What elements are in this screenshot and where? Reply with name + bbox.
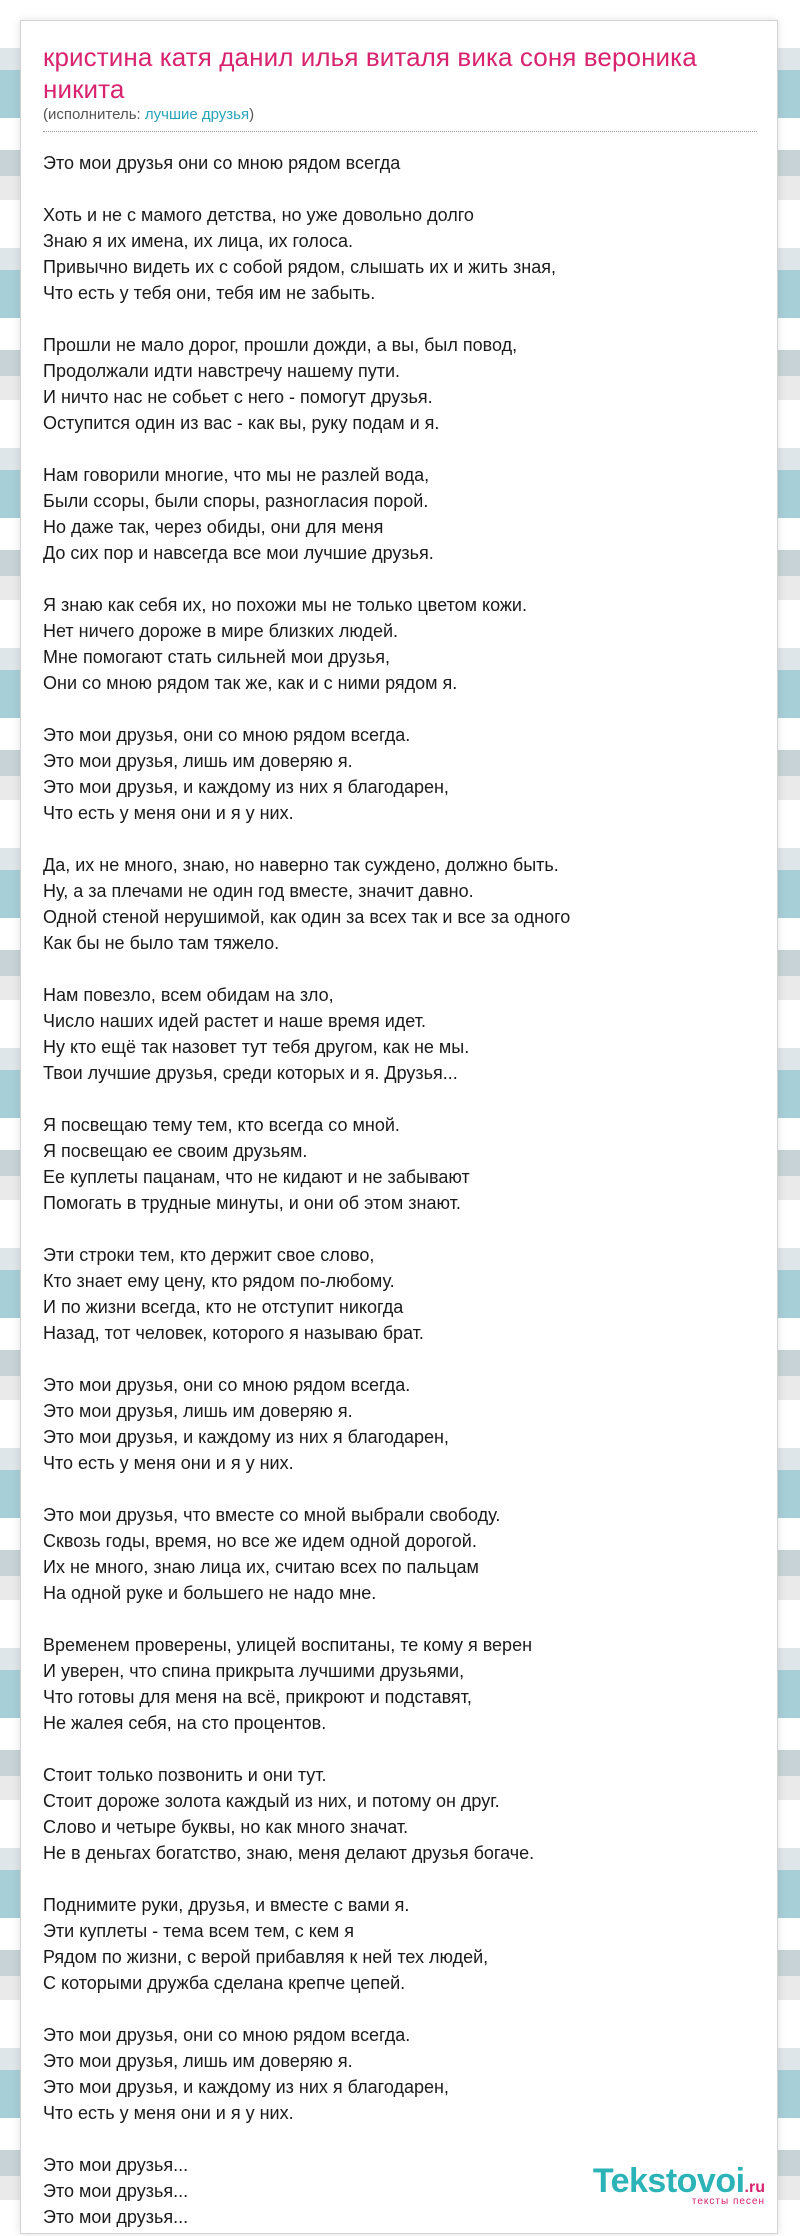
stanza-break bbox=[43, 566, 777, 592]
song-header bbox=[43, 41, 757, 132]
stanza-break bbox=[43, 306, 777, 332]
lyric-line: Это мои друзья... bbox=[43, 2181, 189, 2201]
lyric-line: Продолжали идти навстречу нашему пути. bbox=[43, 361, 401, 381]
stanza-break bbox=[43, 956, 777, 982]
lyric-line: Сквозь годы, время, но все же идем одной дорогой. bbox=[43, 1531, 477, 1551]
lyric-line: Оступится один из вас - как вы, руку подам и я. bbox=[43, 413, 440, 433]
lyric-line: Эти строки тем, кто держит свое слово, bbox=[43, 1245, 375, 1265]
stanza-break bbox=[43, 826, 777, 852]
stanza-break bbox=[43, 1476, 777, 1502]
lyric-line: Это мои друзья, они со мною рядом всегда. bbox=[43, 725, 411, 745]
lyric-line: Кто знает ему цену, кто рядом по-любому. bbox=[43, 1271, 395, 1291]
stanza-break bbox=[43, 696, 777, 722]
lyric-line: Это мои друзья, лишь им доверяю я. bbox=[43, 751, 353, 771]
lyric-line: Они со мною рядом так же, как и с ними рядом я. bbox=[43, 673, 458, 693]
lyric-line: Стоит дороже золота каждый из них, и потому он друг. bbox=[43, 1791, 500, 1811]
lyric-line: Это мои друзья, и каждому из них я благодарен, bbox=[43, 2077, 449, 2097]
lyric-line: Это мои друзья... bbox=[43, 2207, 189, 2227]
lyric-line: Слово и четыре буквы, но как много значат. bbox=[43, 1817, 409, 1837]
stanza-break bbox=[43, 1086, 777, 1112]
logo-text: Tekstovoi bbox=[592, 2162, 745, 2200]
lyric-line: Были ссоры, были споры, разногласия порой. bbox=[43, 491, 429, 511]
stanza-break bbox=[43, 176, 777, 202]
lyric-line: Эти куплеты - тема всем тем, с кем я bbox=[43, 1921, 354, 1941]
stanza-break bbox=[43, 1996, 777, 2022]
lyric-line: Что есть у меня они и я у них. bbox=[43, 2103, 294, 2123]
stanza-break bbox=[43, 1606, 777, 1632]
stanza-break bbox=[43, 1346, 777, 1372]
lyric-line: Я знаю как себя их, но похожи мы не только цветом кожи. bbox=[43, 595, 527, 615]
lyric-line: Временем проверены, улицей воспитаны, те кому я верен bbox=[43, 1635, 533, 1655]
performer-prefix: (исполнитель: bbox=[43, 106, 145, 123]
lyric-line: Это мои друзья, и каждому из них я благодарен, bbox=[43, 777, 449, 797]
lyric-line: И ничто нас не собьет с него - помогут друзья. bbox=[43, 387, 433, 407]
lyric-line: Ну, а за плечами не один год вместе, значит давно. bbox=[43, 881, 474, 901]
lyrics-body bbox=[43, 150, 777, 2230]
lyric-line: Привычно видеть их с собой рядом, слышать их и жить зная, bbox=[43, 257, 556, 277]
lyric-line: С которыми дружба сделана крепче цепей. bbox=[43, 1973, 406, 1993]
lyric-line: Это мои друзья, что вместе со мной выбрали свободу. bbox=[43, 1505, 501, 1525]
lyric-line: Нет ничего дороже в мире близких людей. bbox=[43, 621, 399, 641]
lyric-line: Не жалея себя, на сто процентов. bbox=[43, 1713, 327, 1733]
site-logo[interactable] bbox=[593, 2164, 765, 2207]
performer-line bbox=[43, 105, 757, 125]
lyric-line: Это мои друзья... bbox=[43, 2155, 189, 2175]
lyric-line: На одной руке и большего не надо мне. bbox=[43, 1583, 377, 1603]
lyric-line: Но даже так, через обиды, они для меня bbox=[43, 517, 384, 537]
performer-link[interactable]: лучшие друзья bbox=[144, 106, 250, 123]
lyric-line: Что есть у меня они и я у них. bbox=[43, 1453, 294, 1473]
lyric-line: Помогать в трудные минуты, и они об этом знают. bbox=[43, 1193, 461, 1213]
lyric-line: Поднимите руки, друзья, и вместе с вами я. bbox=[43, 1895, 410, 1915]
lyric-line: Нам говорили многие, что мы не разлей вода, bbox=[43, 465, 430, 485]
lyric-line: Что есть у меня они и я у них. bbox=[43, 803, 294, 823]
lyric-line: Это мои друзья, они со мною рядом всегда. bbox=[43, 1375, 411, 1395]
lyric-line: Что готовы для меня на всё, прикроют и подставят, bbox=[43, 1687, 472, 1707]
stanza-break bbox=[43, 436, 777, 462]
lyric-line: Твои лучшие друзья, среди которых и я. Друзья... bbox=[43, 1063, 458, 1083]
stanza-break bbox=[43, 1216, 777, 1242]
lyric-line: Да, их не много, знаю, но наверно так суждено, должно быть. bbox=[43, 855, 559, 875]
lyric-line: Это мои друзья они со мною рядом всегда bbox=[43, 153, 401, 173]
lyric-line: Я посвещаю тему тем, кто всегда со мной. bbox=[43, 1115, 400, 1135]
stanza-break bbox=[43, 1866, 777, 1892]
stanza-break bbox=[43, 2126, 777, 2152]
lyric-line: И уверен, что спина прикрыта лучшими друзьями, bbox=[43, 1661, 465, 1681]
lyric-line: Прошли не мало дорог, прошли дожди, а вы, был повод, bbox=[43, 335, 518, 355]
lyric-line: Их не много, знаю лица их, считаю всех по пальцам bbox=[43, 1557, 479, 1577]
performer-suffix: ) bbox=[249, 106, 255, 123]
lyric-line: Рядом по жизни, с верой прибавляя к ней тех людей, bbox=[43, 1947, 489, 1967]
lyric-line: Не в деньгах богатство, знаю, меня делают друзья богаче. bbox=[43, 1843, 535, 1863]
lyric-line: Это мои друзья, лишь им доверяю я. bbox=[43, 2051, 353, 2071]
logo-domain: .ru bbox=[744, 2179, 765, 2196]
lyric-line: Число наших идей растет и наше время идет. bbox=[43, 1011, 426, 1031]
lyric-line: Это мои друзья, и каждому из них я благодарен, bbox=[43, 1427, 449, 1447]
lyric-line: Хоть и не с мамого детства, но уже довольно долго bbox=[43, 205, 474, 225]
lyric-line: Мне помогают стать сильней мои друзья, bbox=[43, 647, 390, 667]
logo-tagline: тексты песен bbox=[691, 2196, 765, 2207]
lyric-line: Одной стеной нерушимой, как один за всех так и все за одного bbox=[43, 907, 571, 927]
lyric-line: Что есть у тебя они, тебя им не забыть. bbox=[43, 283, 376, 303]
lyric-line: Я посвещаю ее своим друзьям. bbox=[43, 1141, 308, 1161]
lyric-line: Стоит только позвонить и они тут. bbox=[43, 1765, 327, 1785]
stanza-break bbox=[43, 1736, 777, 1762]
lyric-line: Как бы не было там тяжело. bbox=[43, 933, 280, 953]
song-title: кристина катя данил илья виталя вика соня вероника никита bbox=[43, 42, 697, 104]
lyric-line: До сих пор и навсегда все мои лучшие друзья. bbox=[43, 543, 434, 563]
lyric-line: Это мои друзья, они со мною рядом всегда. bbox=[43, 2025, 411, 2045]
lyric-line: Знаю я их имена, их лица, их голоса. bbox=[43, 231, 354, 251]
lyrics-page bbox=[20, 20, 778, 2234]
lyric-line: Это мои друзья, лишь им доверяю я. bbox=[43, 1401, 353, 1421]
lyric-line: И по жизни всегда, кто не отступит никогда bbox=[43, 1297, 404, 1317]
lyric-line: Ее куплеты пацанам, что не кидают и не забывают bbox=[43, 1167, 470, 1187]
lyric-line: Назад, тот человек, которого я называю брат. bbox=[43, 1323, 424, 1343]
lyric-line: Нам повезло, всем обидам на зло, bbox=[43, 985, 334, 1005]
lyric-line: Ну кто ещё так назовет тут тебя другом, как не мы. bbox=[43, 1037, 470, 1057]
